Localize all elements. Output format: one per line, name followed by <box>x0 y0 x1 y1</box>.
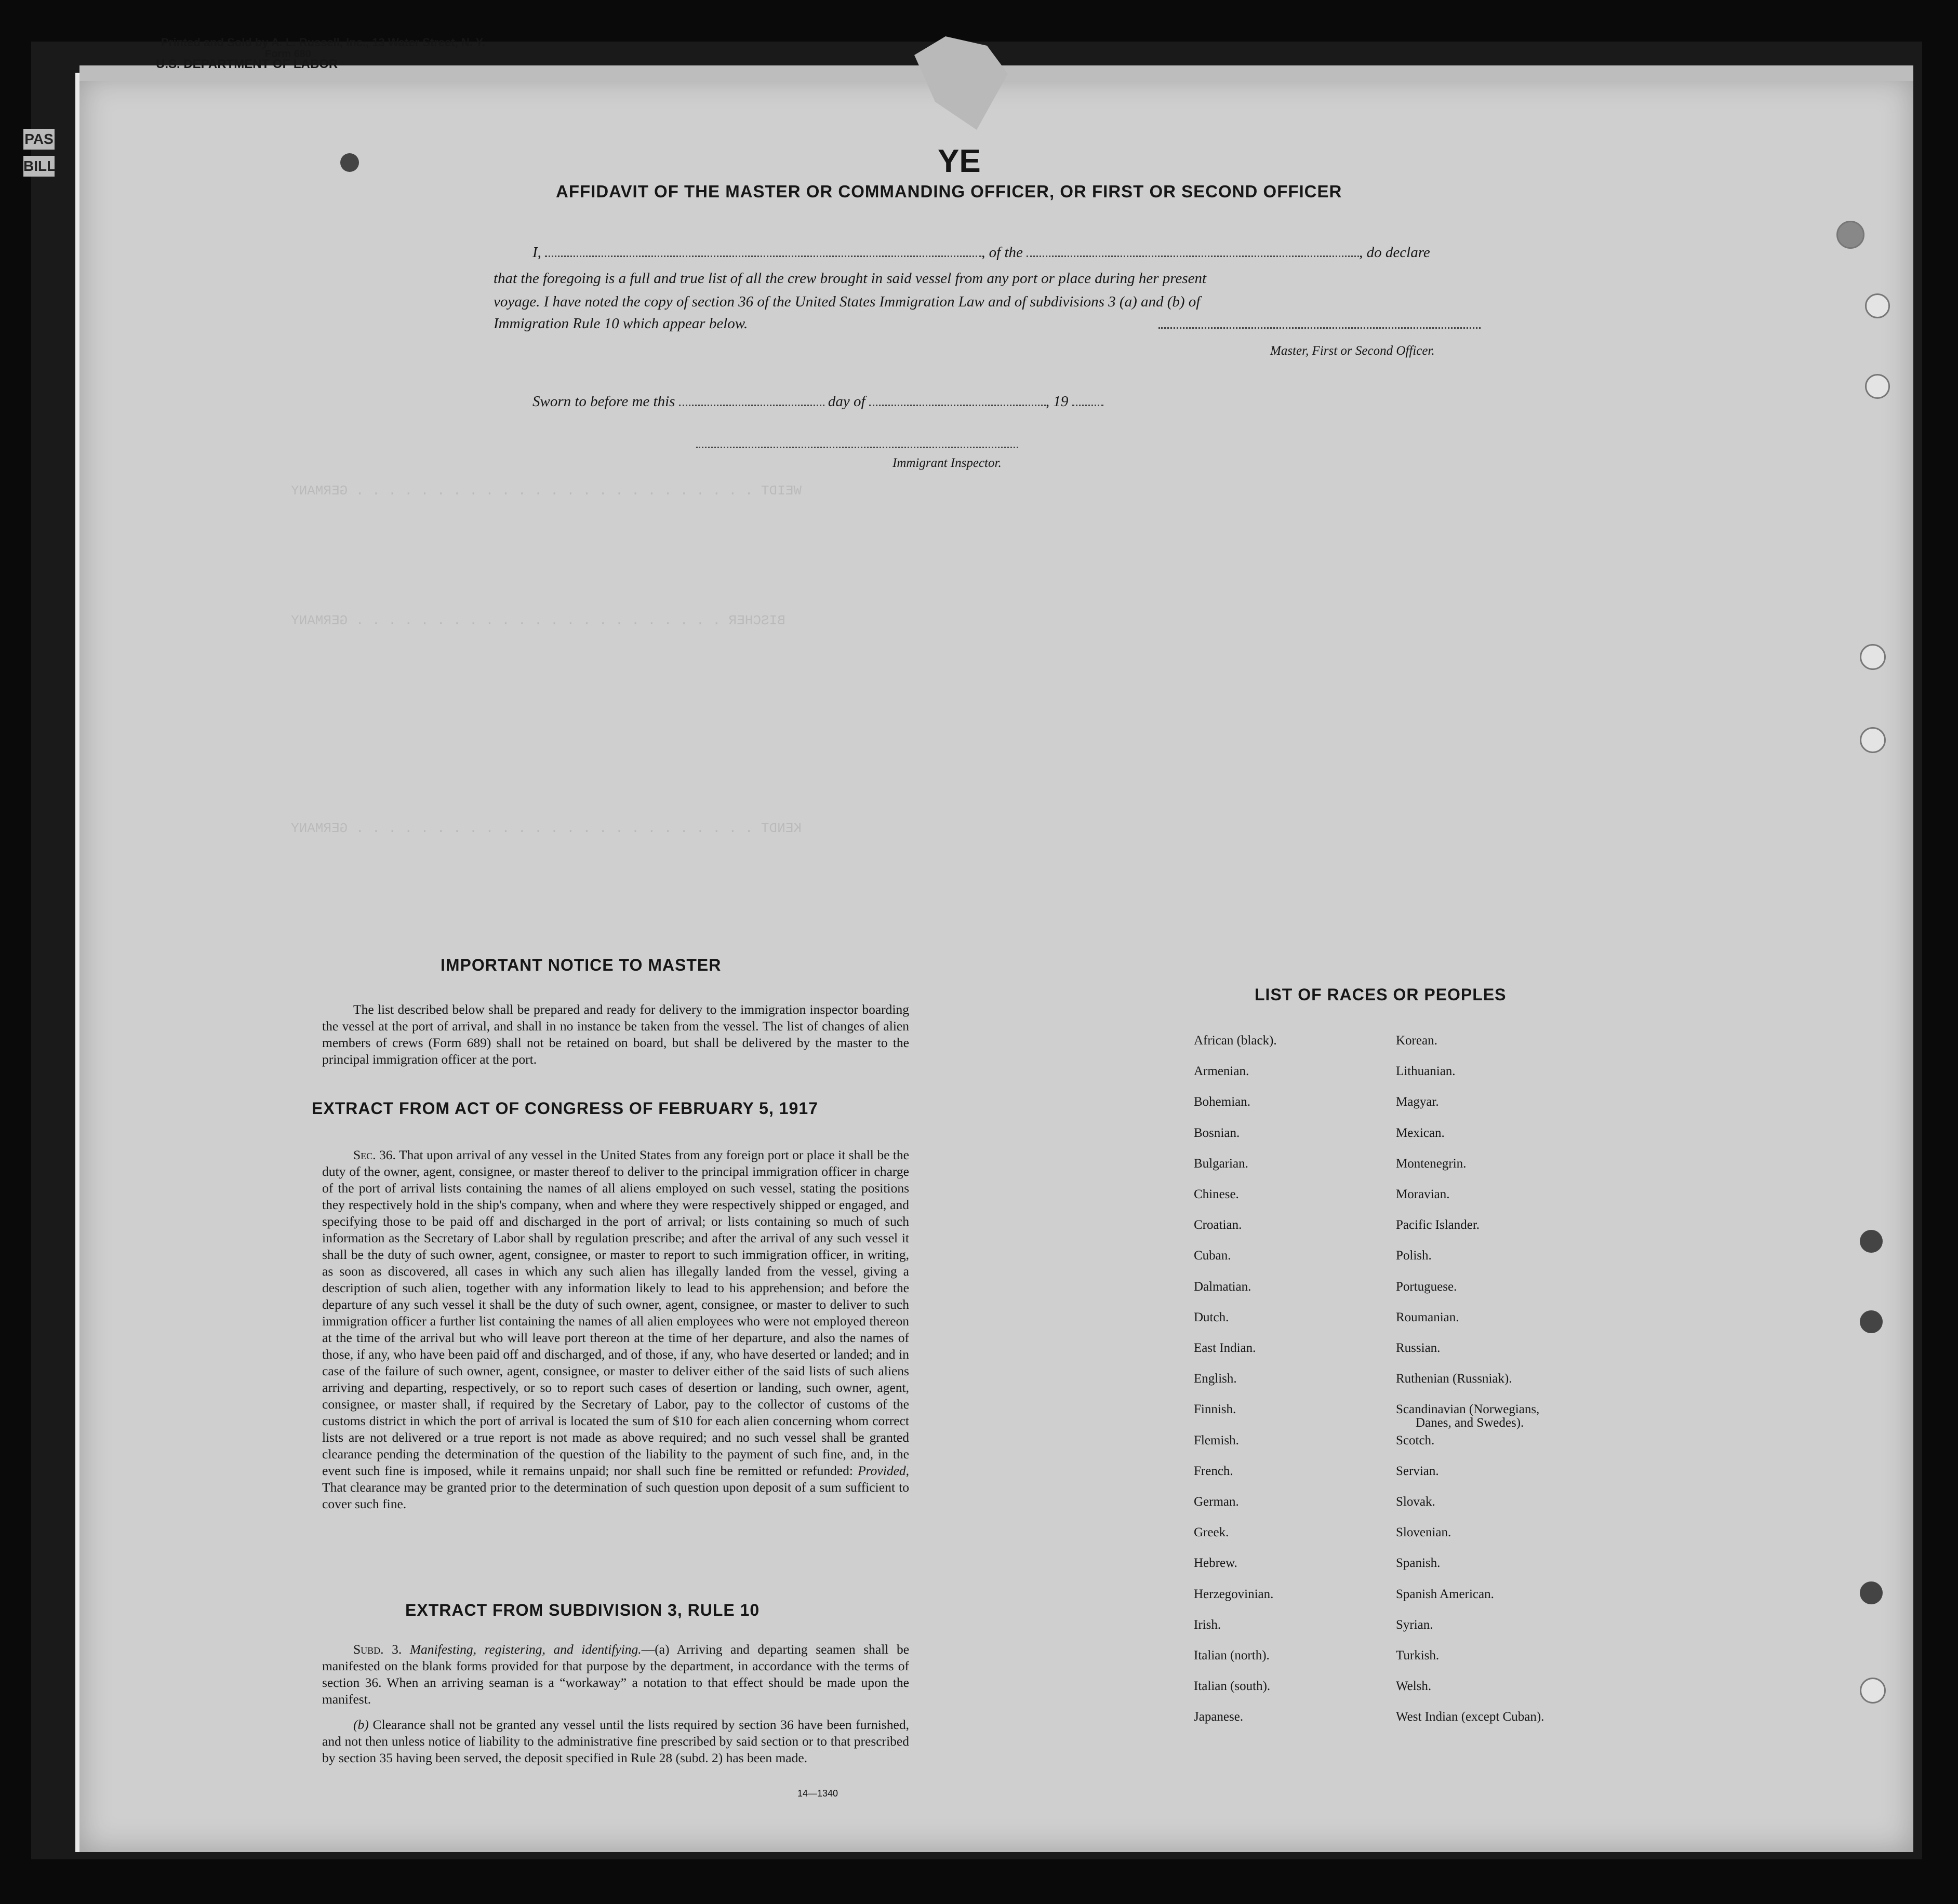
sworn-line <box>532 393 1103 410</box>
rule-para-a: —(a) Arriving and departing seamen shall be manifested on the blank forms provided for that purpose by the department, in accordance with the terms of section 36. When an arriving seaman is a “workaway” a notation to that effect should be made upon the manifest. <box>322 1642 910 1707</box>
master-signature-label: Master, First or Second Officer. <box>1270 344 1435 358</box>
race-item: Moravian. <box>1396 1187 1450 1201</box>
race-item: Armenian. <box>1194 1064 1249 1079</box>
race-item: Slovenian. <box>1396 1525 1451 1540</box>
affidavit-line-4: Immigration Rule 10 which appear below. <box>494 315 748 332</box>
affidavit-line-1 <box>532 244 1430 261</box>
binder-hole <box>1865 374 1890 399</box>
race-item: Japanese. <box>1194 1710 1244 1724</box>
race-item: Dutch. <box>1194 1310 1229 1324</box>
race-item: African (black). <box>1194 1034 1277 1048</box>
race-item: Spanish American. <box>1396 1587 1494 1601</box>
act-proviso-label: Provided, <box>858 1463 910 1478</box>
race-item: Portuguese. <box>1396 1279 1457 1294</box>
act-proviso: That clearance may be granted prior to the determination of such question upon deposit of a sum sufficient to cover such fine. <box>322 1480 909 1511</box>
race-item: Bulgarian. <box>1194 1156 1248 1171</box>
declarant-name-field[interactable] <box>545 256 981 257</box>
race-item: Spanish. <box>1396 1556 1441 1571</box>
race-item: Flemish. <box>1194 1433 1239 1447</box>
race-item: Slovak. <box>1396 1495 1435 1509</box>
race-item: West Indian (except Cuban). <box>1396 1710 1544 1724</box>
sworn-label: Sworn to before me this <box>532 393 675 410</box>
notice-body: The list described below shall be prepared and ready for delivery to the immigration inspector boarding the vessel at the port of arrival, and shall in no instance be taken from the vessel. The list of changes of alien members of crews (Form 689) shall not be retained on board, but shall be delivered by the master to the principal immigration officer at the port. <box>322 1002 909 1067</box>
race-item: Italian (south). <box>1194 1679 1271 1694</box>
act-text <box>322 1147 909 1512</box>
race-item: Greek. <box>1194 1525 1229 1540</box>
bleed-through-text: KENDT . . . . . . . . . . . . . . . . . . . . . . . . . GERMANY <box>291 821 802 836</box>
race-item: Scandinavian (Norwegians, <box>1396 1402 1540 1417</box>
form-page <box>75 73 1913 1852</box>
race-item: Roumanian. <box>1396 1310 1459 1324</box>
act-section-label: Sec. 36. <box>353 1147 396 1162</box>
race-item: Welsh. <box>1396 1679 1432 1694</box>
race-item: Polish. <box>1396 1249 1432 1263</box>
notice-text <box>322 1001 909 1068</box>
affidavit-title: AFFIDAVIT OF THE MASTER OR COMMANDING OFFICER, OR FIRST OR SECOND OFFICER <box>556 182 1342 201</box>
race-item: Danes, and Swedes). <box>1416 1416 1524 1430</box>
race-item: Scotch. <box>1396 1433 1435 1447</box>
department-name: U.S. DEPARTMENT OF LABOR <box>156 57 338 71</box>
race-item: Chinese. <box>1194 1187 1239 1201</box>
notice-title: IMPORTANT NOTICE TO MASTER <box>441 956 722 974</box>
inspector-label: Immigrant Inspector. <box>893 456 1002 470</box>
race-item: Croatian. <box>1194 1218 1242 1232</box>
race-item: Finnish. <box>1194 1402 1236 1417</box>
rule-title: EXTRACT FROM SUBDIVISION 3, RULE 10 <box>405 1601 760 1619</box>
race-item: Dalmatian. <box>1194 1279 1251 1294</box>
race-item: Russian. <box>1396 1341 1441 1355</box>
race-item: Magyar. <box>1396 1095 1439 1109</box>
side-tab: PAS <box>23 129 55 150</box>
binder-hole <box>1860 644 1886 670</box>
race-item: Korean. <box>1396 1034 1437 1048</box>
declare-label: , do declare <box>1359 244 1430 261</box>
race-item: Montenegrin. <box>1396 1156 1467 1171</box>
form-footer-code: 14—1340 <box>797 1788 838 1799</box>
rule-para-b-label: (b) <box>353 1717 369 1732</box>
race-item: Herzegovinian. <box>1194 1587 1274 1601</box>
printer-line: Printed and Sold by A. L. Russell, Inc., 13 Water Street, N. Y. <box>161 36 485 49</box>
vessel-label: , of the <box>981 244 1023 261</box>
rule-text-b <box>322 1717 909 1766</box>
race-item: Turkish. <box>1396 1648 1440 1662</box>
rule-para-b: Clearance shall not be granted any vessel until the lists required by section 36 have been furnished, and not then unless notice of liability to the administrative fine prescribed by said section or to that prescribed by section 35 having been served, the deposit specified in Rule 28 (subd. 2) has been made. <box>322 1717 910 1765</box>
punch-hole <box>340 153 359 172</box>
bleed-through-text: BISCHER . . . . . . . . . . . . . . . . . . . . . . . GERMANY <box>291 613 785 628</box>
binder-hole <box>1860 727 1886 753</box>
race-item: Syrian. <box>1396 1617 1433 1632</box>
form-number: Form 680 <box>265 48 311 60</box>
rule-text-a <box>322 1641 909 1708</box>
races-title: LIST OF RACES OR PEOPLES <box>1255 985 1507 1004</box>
binder-hole <box>1865 293 1890 318</box>
day-of-label: day of <box>828 393 865 410</box>
race-item: English. <box>1194 1372 1237 1386</box>
punch-hole <box>1860 1230 1883 1253</box>
race-item: Italian (north). <box>1194 1648 1270 1662</box>
binder-hole <box>1836 221 1864 249</box>
race-item: French. <box>1194 1464 1233 1478</box>
declarant-label: I, <box>532 244 541 261</box>
race-item: Hebrew. <box>1194 1556 1237 1571</box>
vessel-name-field[interactable] <box>1027 256 1359 257</box>
master-signature-field[interactable] <box>1158 327 1481 329</box>
rule-subd-heading: Manifesting, registering, and identifying. <box>409 1642 642 1657</box>
affidavit-line-3: voyage. I have noted the copy of section 36 of the United States Immigration Law and of subdivisions 3 (a) and (b) of <box>494 293 1201 310</box>
race-item: Bohemian. <box>1194 1095 1251 1109</box>
affidavit-line-2: that the foregoing is a full and true list of all the crew brought in said vessel from any port or place during her present <box>494 270 1207 287</box>
punch-hole <box>1860 1310 1883 1333</box>
binder-hole <box>1860 1678 1886 1704</box>
inspector-signature-field[interactable] <box>696 447 1018 448</box>
race-item: Cuban. <box>1194 1249 1231 1263</box>
act-body: That upon arrival of any vessel in the United States from any foreign port or place it shall be the duty of the owner, agent, consignee, or master thereof to deliver to the principal immigration officer in charge of the port of arrival lists containing the names of all aliens employed on such vessel, stating the positions they respectively hold in the ship's company, when and where they were respectively shipped or engaged, and specifying those to be paid off and discharged in the port of arrival; or lists containing so much of such information as the Secretary of Labor shall by regulation prescribe; and after the arrival of any such vessel it shall be the duty of such owner, agent, consignee, or master to report to such immigration officer, in writing, as soon as discovered, all cases in which any such alien has illegally landed from the vessel, giving a description of such alien, together with any information likely to lead to his apprehension; and before the departure of any such vessel it shall be the duty of such owner, agent, consignee, or master to deliver to such immigration officer a further list containing the names of all alien employees who were not employed thereon at the time of the arrival but who will leave port thereon at the time of her departure, and also the names of those, if any, who have been paid off and discharged, and of those, if any, who have deserted or landed; and in case of the failure of such owner, agent, consignee, or master to deliver either of the said lists of such aliens arriving and departing, respectively, or so to report such cases of desertion or landing, such owner, agent, consignee, or master shall, if required by the Secretary of Labor, pay to the collector of customs of the customs district in which the port of arrival is located the sum of $10 for each alien concerning whom correct lists are not delivered or a true report is not made as above required; and no such vessel shall be granted clearance pending the determination of the question of the liability to the payment of such fine, and, in the event such fine is imposed, while it remains unpaid; nor shall such fine be remitted or refunded: <box>322 1147 910 1478</box>
bleed-through-text: WEIDT . . . . . . . . . . . . . . . . . . . . . . . . . GERMANY <box>291 483 802 499</box>
race-item: German. <box>1194 1495 1239 1509</box>
sworn-month-field[interactable] <box>869 405 1046 406</box>
race-item: Pacific Islander. <box>1396 1218 1480 1232</box>
race-item: Irish. <box>1194 1617 1221 1632</box>
punch-hole <box>1860 1581 1883 1604</box>
race-item: Lithuanian. <box>1396 1064 1456 1079</box>
stamp-mark: YE <box>938 143 981 179</box>
year-label: , 19 <box>1045 393 1069 410</box>
race-item: Ruthenian (Russniak). <box>1396 1372 1512 1386</box>
rule-subd-label: Subd. 3. <box>353 1642 402 1657</box>
race-item: Bosnian. <box>1194 1125 1240 1140</box>
side-tab: BILL <box>23 156 55 177</box>
race-item: East Indian. <box>1194 1341 1256 1355</box>
sworn-day-field[interactable] <box>679 405 824 406</box>
race-item: Mexican. <box>1396 1125 1445 1140</box>
race-item: Servian. <box>1396 1464 1439 1478</box>
sworn-year-field[interactable] <box>1072 405 1103 406</box>
act-title: EXTRACT FROM ACT OF CONGRESS OF FEBRUARY 5, 1917 <box>312 1099 818 1118</box>
